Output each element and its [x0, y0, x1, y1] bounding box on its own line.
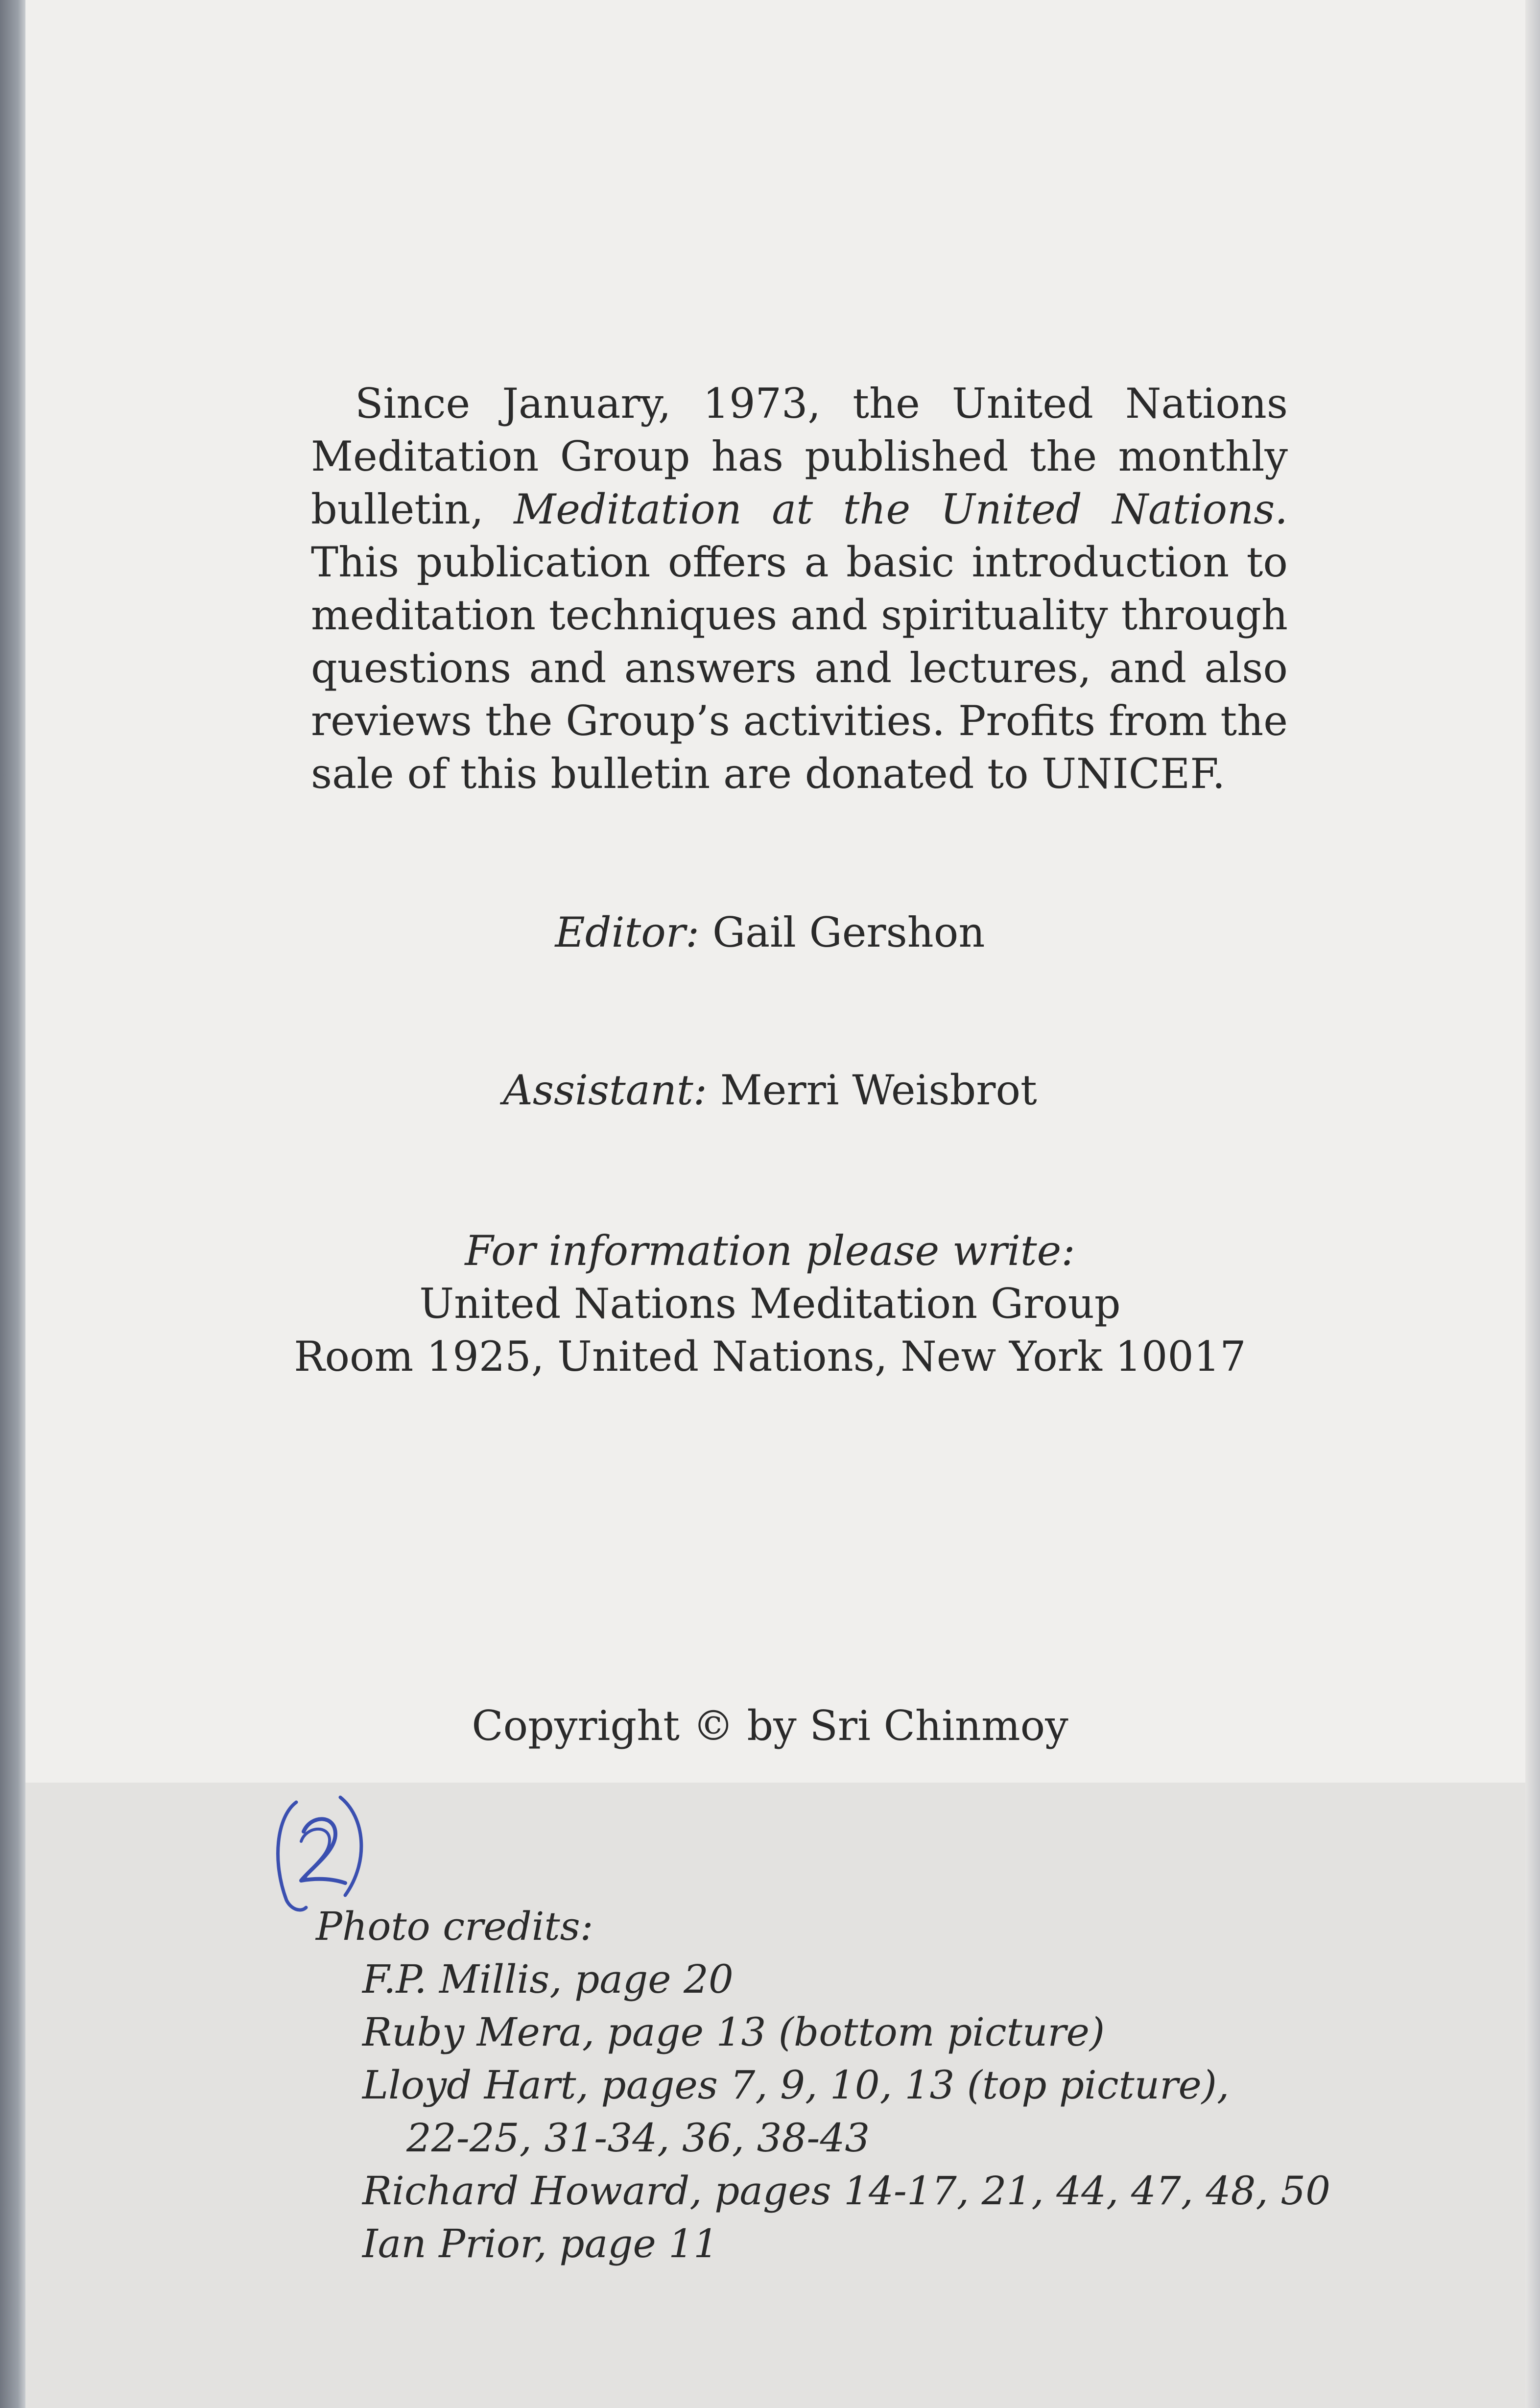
intro-paragraph: [311, 377, 1288, 800]
editor-role: Editor:: [555, 908, 700, 956]
contact-address: Room 1925, United Nations, New York 10017: [294, 1333, 1246, 1381]
photo-credit-item: Lloyd Hart, pages 7, 9, 10, 13 (top picture),: [362, 2062, 1230, 2108]
contact-organization: United Nations Meditation Group: [419, 1280, 1121, 1328]
photo-credit-item: Ian Prior, page 11: [362, 2221, 719, 2266]
assistant-name: Merri Weisbrot: [707, 1066, 1037, 1114]
editor-name: Gail Gershon: [699, 908, 985, 956]
contact-lead: For information please write:: [465, 1227, 1075, 1275]
photo-credit-item: Ruby Mera, page 13 (bottom picture): [362, 2009, 1105, 2055]
photo-credit-item-continued: 22-25, 31-34, 36, 38-43: [406, 2115, 870, 2161]
photo-credits-heading: Photo credits:: [316, 1904, 593, 1949]
copyright-notice: Copyright © by Sri Chinmoy: [472, 1702, 1068, 1750]
contact-block: [0, 1224, 1540, 1383]
handwritten-number-mark: [267, 1788, 379, 1915]
assistant-role: Assistant:: [503, 1066, 708, 1114]
publication-title: Meditation at the United Nations.: [514, 485, 1288, 533]
intro-text-part2: This publication offers a basic introduction to meditation techniques and spirituality through questions and answers and lectures, and also reviews the Group’s activities. Profits from the sale of this bulletin are donated to UNICEF.: [311, 538, 1288, 798]
photo-credit-item: F.P. Millis, page 20: [362, 1956, 734, 2002]
assistant-line: [0, 1064, 1540, 1117]
photo-credits: [316, 1900, 1442, 2270]
editor-line: [0, 906, 1540, 959]
photo-credit-item: Richard Howard, pages 14-17, 21, 44, 47, 48, 50: [362, 2168, 1330, 2214]
scan-left-edge: [0, 0, 25, 2408]
scan-right-edge: [1525, 0, 1540, 2408]
intro-text-part1: Since January, 1973, the United Nations Meditation Group has published the monthly bulletin,: [311, 380, 1288, 533]
